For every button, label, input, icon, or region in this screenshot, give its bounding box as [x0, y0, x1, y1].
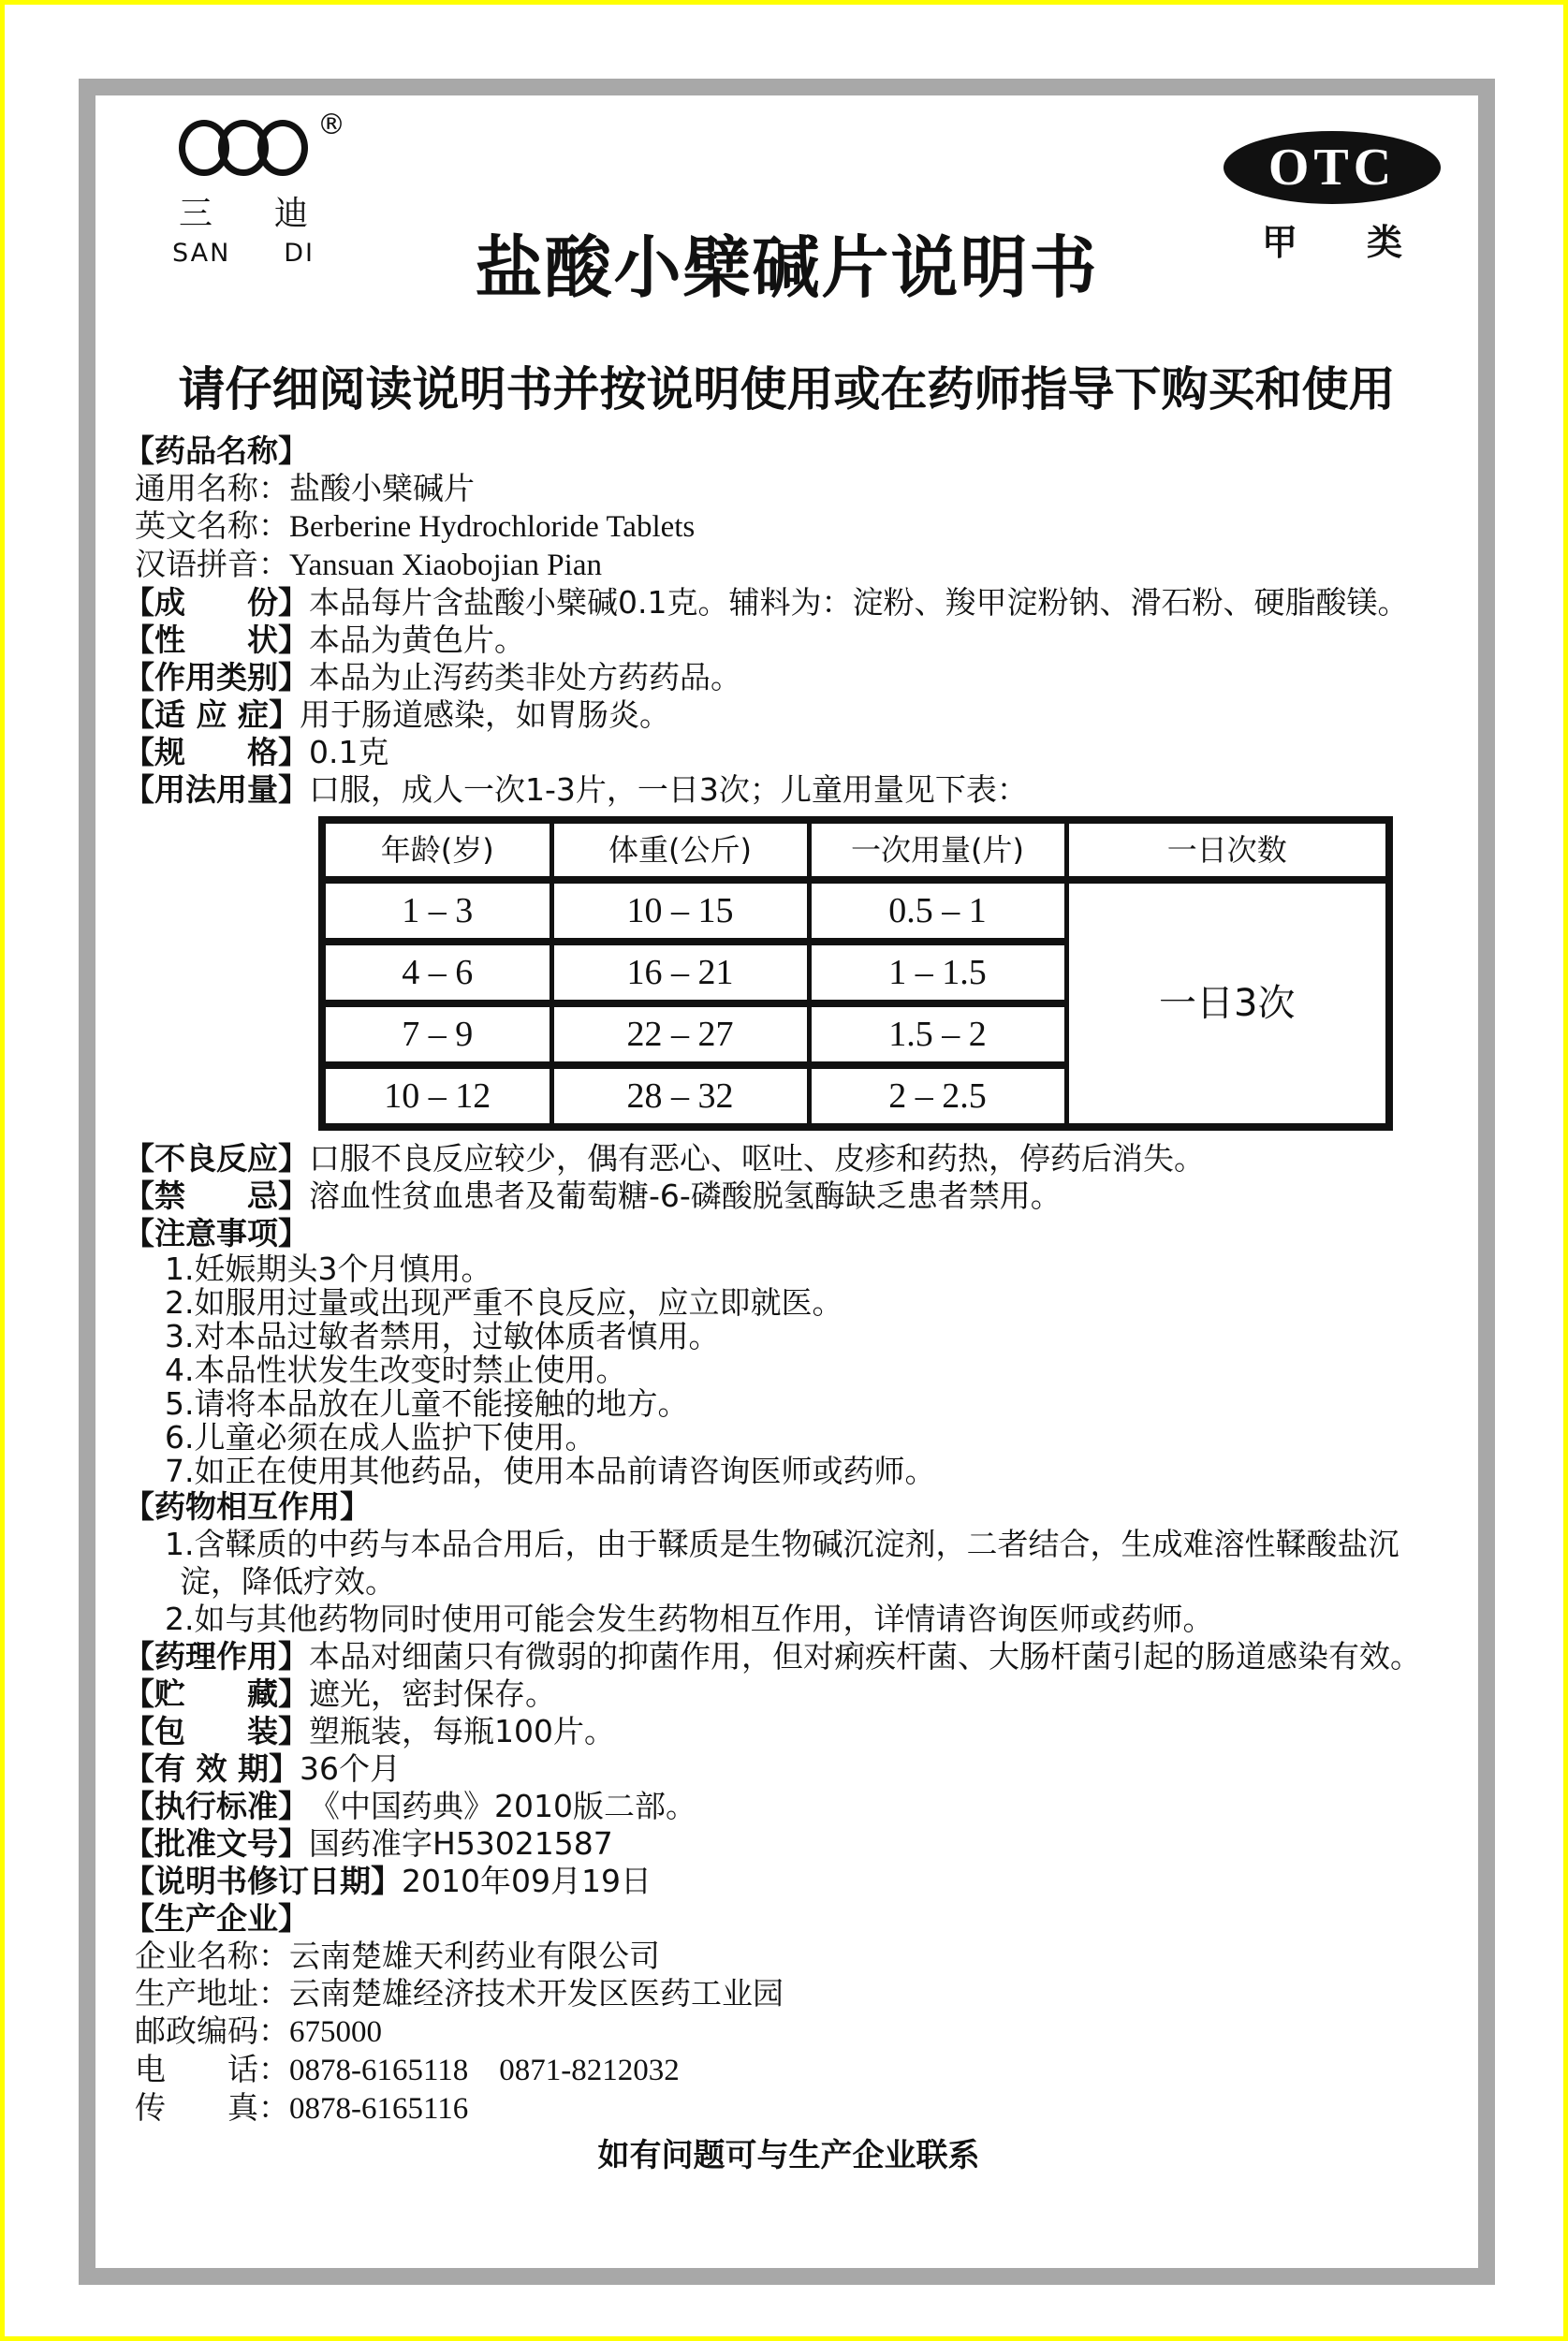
section-text: 本品每片含盐酸小檗碱0.1克。辅料为：淀粉、羧甲淀粉钠、滑石粉、硬脂酸镁。	[309, 584, 1409, 621]
section-label: 【作用类别】	[124, 659, 309, 695]
field-key: 邮政编码：	[135, 2012, 289, 2049]
logo-chinese-name	[179, 187, 308, 235]
table-cell: 16 – 21	[551, 942, 809, 1003]
phone-row	[124, 2051, 1454, 2089]
section-label: 【包 装】	[124, 1713, 309, 1749]
table-cell: 1.5 – 2	[809, 1003, 1066, 1065]
address-row	[124, 1975, 1454, 2012]
section-text: 《中国药典》2010版二部。	[309, 1788, 696, 1824]
section-label: 【批准文号】	[124, 1825, 309, 1862]
usage-warning: 请仔细阅读说明书并按说明使用或在药师指导下购买和使用	[178, 362, 1396, 417]
section-drug-name-label	[124, 432, 1454, 470]
field-value: 0878-6165118 0871-8212032	[289, 2054, 680, 2087]
precaution-item: 5.请将本品放在儿童不能接触的地方。	[165, 1385, 689, 1422]
field-key: 企业名称：	[135, 1938, 289, 1974]
section-label: 【不良反应】	[124, 1140, 309, 1177]
table-cell: 1 – 3	[322, 880, 551, 942]
precaution-item: 2.如服用过量或出现严重不良反应，应立即就医。	[165, 1284, 843, 1321]
section-dosage	[124, 771, 1454, 809]
table-header-row	[322, 820, 1389, 880]
section-adverse	[124, 1140, 1454, 1178]
table-cell: 28 – 32	[551, 1065, 809, 1127]
section-text: 溶血性贫血患者及葡萄糖-6-磷酸脱氢酶缺乏患者禁用。	[309, 1178, 1062, 1214]
section-label: 【有 效 期】	[124, 1750, 300, 1787]
section-text: 0.1克	[309, 734, 389, 770]
precaution-item: 1.妊娠期头3个月慎用。	[165, 1251, 492, 1287]
section-label: 【适 应 症】	[124, 696, 300, 733]
generic-name-row	[124, 470, 1454, 507]
interaction-item: 1.含鞣质的中药与本品合用后，由于鞣质是生物碱沉淀剂，二者结合，生成难溶性鞣酸盐沉淀，降低疗效。	[165, 1526, 1399, 1600]
precaution-item: 6.儿童必须在成人监护下使用。	[165, 1419, 596, 1456]
section-text: 本品为黄色片。	[309, 622, 525, 658]
table-cell: 4 – 6	[322, 942, 551, 1003]
precaution-item: 3.对本品过敏者禁用，过敏体质者慎用。	[165, 1318, 720, 1354]
interaction-item: 2.如与其他药物同时使用可能会发生药物相互作用，详情请咨询医师或药师。	[165, 1601, 1214, 1637]
otc-oval-icon	[1224, 131, 1441, 204]
table-cell: 1 – 1.5	[809, 942, 1066, 1003]
section-label: 【生产企业】	[124, 1900, 309, 1937]
table-cell: 0.5 – 1	[809, 880, 1066, 942]
otc-class-label	[1262, 213, 1402, 265]
section-manufacturer-label	[124, 1900, 1454, 1938]
section-label: 【规 格】	[124, 734, 309, 770]
precaution-item: 7.如正在使用其他药品，使用本品前请咨询医师或药师。	[165, 1453, 936, 1489]
fax-row	[124, 2089, 1454, 2128]
section-ingredients	[124, 584, 1454, 622]
section-label: 【药品名称】	[124, 432, 309, 469]
table-cell: 2 – 2.5	[809, 1065, 1066, 1127]
section-approval	[124, 1825, 1454, 1863]
dosage-table-wrap	[318, 816, 1454, 1131]
section-revision-date	[124, 1863, 1454, 1900]
postcode-row	[124, 2012, 1454, 2051]
otc-text: OTC	[1268, 139, 1397, 197]
company-name-row	[124, 1938, 1454, 1975]
field-key: 汉语拼音：	[135, 546, 289, 582]
section-label: 【成 份】	[124, 584, 309, 621]
table-cell: 7 – 9	[322, 1003, 551, 1065]
table-cell: 10 – 15	[551, 880, 809, 942]
field-value: 盐酸小檗碱片	[289, 470, 475, 506]
otc-class-char: 甲	[1262, 222, 1298, 263]
section-text: 口服，成人一次1-3片，一日3次；儿童用量见下表：	[309, 771, 1028, 808]
section-text: 遮光，密封保存。	[309, 1675, 556, 1712]
section-properties	[124, 622, 1454, 659]
ring-icon	[257, 120, 308, 176]
section-category	[124, 659, 1454, 696]
section-label: 【药物相互作用】	[124, 1488, 371, 1525]
english-name-row	[124, 507, 1454, 546]
section-label: 【贮 藏】	[124, 1675, 309, 1712]
section-text: 国药准字H53021587	[309, 1825, 613, 1862]
table-header-cell: 体重(公斤)	[551, 820, 809, 880]
precaution-item: 4.本品性状发生改变时禁止使用。	[165, 1352, 627, 1388]
section-label: 【禁 忌】	[124, 1178, 309, 1214]
section-strength	[124, 734, 1454, 771]
section-text: 口服不良反应较少，偶有恶心、呕吐、皮疹和药热，停药后消失。	[309, 1140, 1205, 1177]
section-standard	[124, 1788, 1454, 1825]
dosage-table	[318, 816, 1393, 1131]
section-label: 【说明书修订日期】	[124, 1863, 402, 1899]
table-merged-cell: 一日3次	[1066, 880, 1389, 1127]
logo-en-word: SAN	[172, 239, 231, 268]
field-value: 云南楚雄经济技术开发区医药工业园	[289, 1975, 784, 2012]
section-text: 塑瓶装，每瓶100片。	[309, 1713, 615, 1749]
logo-cn-char: 迪	[273, 195, 308, 233]
leaflet-frame	[79, 79, 1495, 2285]
section-storage	[124, 1675, 1454, 1713]
section-precautions-label	[124, 1215, 1454, 1252]
field-value: 云南楚雄天利药业有限公司	[289, 1938, 660, 1974]
logo-latin-name	[172, 239, 315, 268]
section-indications	[124, 696, 1454, 734]
page-title: 盐酸小檗碱片说明书	[475, 228, 1099, 307]
sandi-logo	[150, 109, 345, 268]
table-cell: 10 – 12	[322, 1065, 551, 1127]
otc-class-char: 类	[1366, 222, 1402, 263]
section-label: 【执行标准】	[124, 1788, 309, 1824]
three-rings-icon	[164, 109, 345, 176]
contact-footer: 如有问题可与生产企业联系	[597, 2137, 980, 2174]
table-header-cell: 一次用量(片)	[809, 820, 1066, 880]
field-value: 0878-6165116	[289, 2092, 469, 2126]
section-text: 本品为止泻药类非处方药药品。	[309, 659, 741, 695]
section-label: 【性 状】	[124, 622, 309, 658]
section-text: 本品对细菌只有微弱的抑菌作用，但对痢疾杆菌、大肠杆菌引起的肠道感染有效。	[309, 1638, 1421, 1675]
registered-trademark-icon: ®	[317, 109, 345, 141]
section-packaging	[124, 1713, 1454, 1750]
section-interactions-label	[124, 1488, 1454, 1526]
leaflet-body	[95, 432, 1478, 2174]
table-row	[322, 880, 1389, 942]
leaflet-header	[95, 95, 1478, 432]
section-text: 36个月	[299, 1750, 401, 1787]
section-contraindications	[124, 1178, 1454, 1215]
section-text: 2010年09月19日	[402, 1863, 652, 1899]
field-key: 生产地址：	[135, 1975, 289, 2012]
table-cell: 22 – 27	[551, 1003, 809, 1065]
field-value: Berberine Hydrochloride Tablets	[289, 510, 696, 544]
section-text: 用于肠道感染，如胃肠炎。	[299, 696, 670, 733]
logo-en-word: DI	[284, 239, 315, 268]
otc-badge	[1218, 131, 1446, 265]
section-label: 【用法用量】	[124, 771, 309, 808]
section-label: 【药理作用】	[124, 1638, 309, 1675]
pinyin-name-row	[124, 546, 1454, 584]
logo-cn-char: 三	[179, 195, 213, 233]
table-header-cell: 年龄(岁)	[322, 820, 551, 880]
field-key: 通用名称：	[135, 470, 289, 506]
section-validity	[124, 1750, 1454, 1788]
section-label: 【注意事项】	[124, 1215, 309, 1251]
field-value: 675000	[289, 2015, 382, 2049]
field-key: 英文名称：	[135, 507, 289, 544]
field-key: 电 话：	[135, 2051, 289, 2087]
field-value: Yansuan Xiaobojian Pian	[289, 549, 602, 582]
table-header-cell: 一日次数	[1066, 820, 1389, 880]
section-pharmacology	[124, 1638, 1454, 1675]
field-key: 传 真：	[135, 2089, 289, 2126]
